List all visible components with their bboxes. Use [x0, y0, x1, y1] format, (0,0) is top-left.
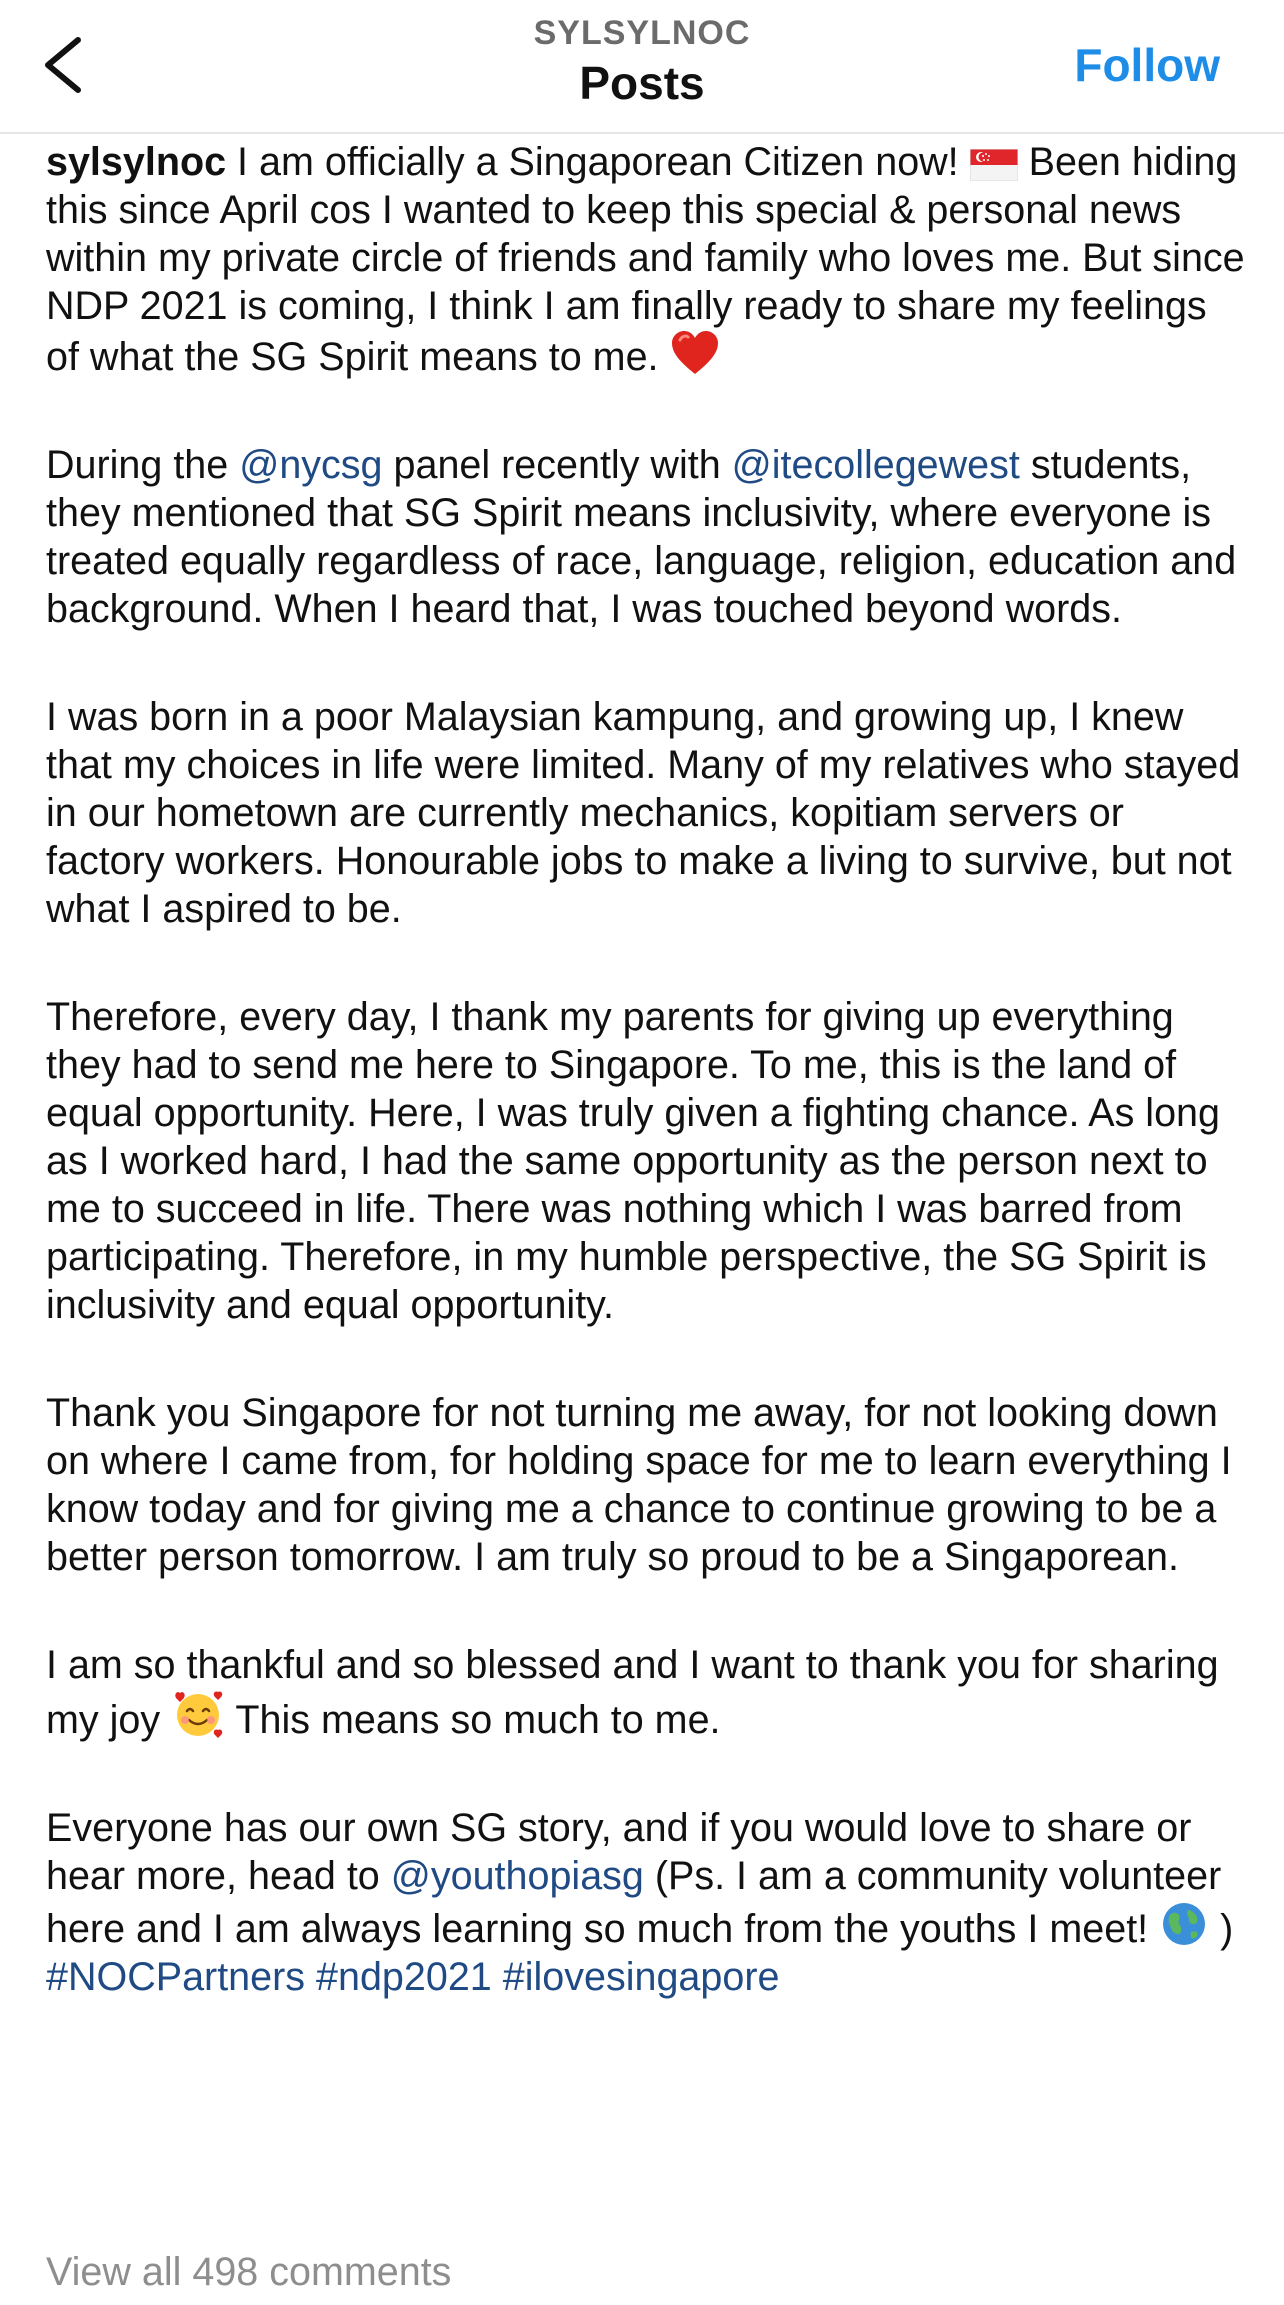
- caption-text: During the: [46, 443, 229, 487]
- singapore-flag-emoji: [970, 149, 1018, 181]
- post-caption: [46, 138, 1246, 2001]
- caption-text: Been hiding this since April cos I wanted to keep this special & personal news within my private circle of friends and family who loves me. But since NDP 2021 is coming, I think I am finally ready to share my feelings of what the SG Spirit means to me.: [46, 140, 1245, 379]
- author-username[interactable]: sylsylnoc: [46, 140, 227, 184]
- page-title: Posts: [579, 57, 705, 109]
- caption-paragraph-1: [46, 138, 1246, 381]
- globe-emoji: [1159, 1900, 1209, 1948]
- smiling-face-with-hearts-emoji: [171, 1689, 225, 1739]
- mention-link-nycsg[interactable]: @nycsg: [239, 443, 383, 487]
- caption-text: This means so much to me.: [235, 1698, 721, 1742]
- caption-text: students, they mentioned that SG Spirit means inclusivity, where everyone is treated equally regardless of race, language, religion, education and background. When I heard that, I was touched beyond words.: [46, 443, 1237, 631]
- caption-paragraph-6: [46, 1641, 1246, 1744]
- caption-paragraph-3: I was born in a poor Malaysian kampung, and growing up, I knew that my choices in life were limited. Many of my relatives who stayed in our hometown are currently mechanics, kopitiam servers or factory workers. Honourable jobs to make a living to survive, but not what I aspired to be.: [46, 695, 1241, 931]
- view-all-comments-link[interactable]: View all 498 comments: [46, 2250, 452, 2294]
- caption-text: Everyone has our own SG story, and if you would love to share or hear more, head to: [46, 1806, 1192, 1898]
- hashtag-link-nocpartners[interactable]: #NOCPartners: [46, 1955, 306, 1999]
- hashtag-link-ndp2021[interactable]: #ndp2021: [316, 1955, 492, 1999]
- top-nav-bar: [0, 0, 1284, 134]
- caption-paragraph-5: Thank you Singapore for not turning me away, for not looking down on where I came from, for holding space for me to learn everything I know today and for giving me a chance to continue growing to be a better person tomorrow. I am truly so proud to be a Singaporean.: [46, 1391, 1232, 1579]
- caption-text: (Ps. I am a community volunteer here and I am always learning so much from the youths I meet!: [46, 1854, 1222, 1951]
- caption-paragraph-2: [46, 441, 1246, 633]
- mention-link-youthopiasg[interactable]: @youthopiasg: [390, 1854, 644, 1898]
- caption-paragraph-4: Therefore, every day, I thank my parents for giving up everything they had to send me here to Singapore. To me, this is the land of equal opportunity. Here, I was truly given a fighting chance. As long as I worked hard, I had the same opportunity as the person next to me to succeed in life. There was nothing which I was barred from participating. Therefore, in my humble perspective, the SG Spirit is inclusivity and equal opportunity.: [46, 995, 1220, 1327]
- follow-button[interactable]: Follow: [1074, 39, 1220, 91]
- header-username: SYLSYLNOC: [533, 14, 751, 52]
- mention-link-itecollegewest[interactable]: @itecollegewest: [731, 443, 1020, 487]
- hashtag-link-ilovesingapore[interactable]: #ilovesingapore: [502, 1955, 780, 1999]
- caption-text: panel recently with: [393, 443, 721, 487]
- caption-text: ): [1220, 1907, 1234, 1951]
- caption-paragraph-7: [46, 1804, 1246, 2001]
- caption-text: I am so thankful and so blessed and I want to thank you for sharing my joy: [46, 1643, 1219, 1742]
- red-heart-emoji: [670, 330, 720, 376]
- caption-text: I am officially a Singaporean Citizen now!: [237, 140, 959, 184]
